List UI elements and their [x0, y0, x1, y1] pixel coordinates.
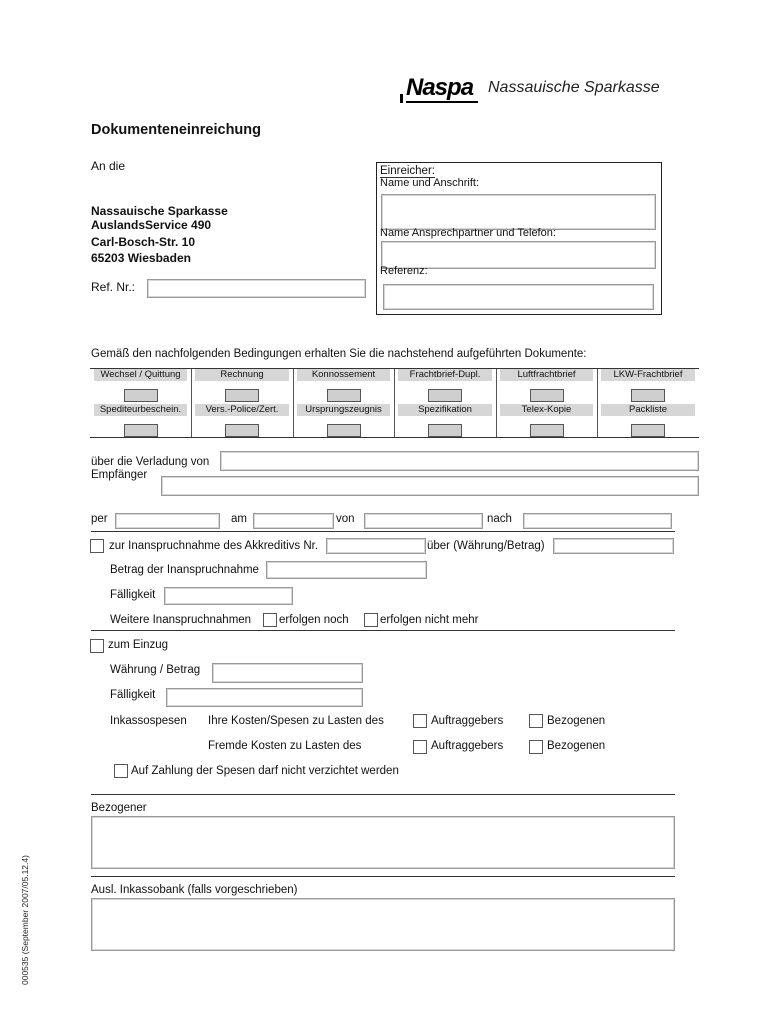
- fremde-bezogenen-checkbox[interactable]: [529, 740, 543, 754]
- doc-label: Wechsel / Quittung: [94, 369, 187, 381]
- von-field[interactable]: [364, 513, 483, 529]
- verzicht-label: Auf Zahlung der Spesen darf nicht verzichtet werden: [131, 765, 399, 777]
- weitere-label: Weitere Inanspruchnahmen: [110, 614, 252, 626]
- page-title: Dokumenteneinreichung: [91, 122, 261, 138]
- nicht-mehr-checkbox[interactable]: [364, 613, 378, 627]
- logo-mark: Naspa: [406, 74, 474, 101]
- verzicht-checkbox[interactable]: [114, 764, 128, 778]
- waehrung-field[interactable]: [212, 663, 363, 683]
- einreicher-name-field[interactable]: [381, 194, 656, 230]
- doc-label: Ursprungszeugnis: [297, 404, 390, 416]
- doc-checkbox[interactable]: [428, 424, 462, 437]
- doc-item-konnossement: [293, 369, 394, 404]
- noch-label: erfolgen noch: [279, 614, 349, 626]
- akkreditiv-faelligkeit-field[interactable]: [164, 587, 293, 605]
- akkreditiv-currency-field[interactable]: [553, 538, 674, 554]
- ref-nr-label: Ref. Nr.:: [91, 280, 136, 294]
- doc-item-packliste: [597, 404, 699, 439]
- doc-label: Luftfrachtbrief: [500, 369, 593, 381]
- doc-label: Spezifikation: [398, 404, 492, 416]
- verladung-label: über die Verladung von: [91, 456, 210, 468]
- doc-item-telex-kopie: [496, 404, 597, 439]
- doc-checkbox[interactable]: [428, 389, 462, 402]
- noch-checkbox[interactable]: [263, 613, 277, 627]
- einzug-checkbox[interactable]: [90, 639, 104, 653]
- logo: [398, 74, 678, 104]
- bezogener-field[interactable]: [91, 816, 675, 869]
- einzug-faelligkeit-label: Fälligkeit: [110, 689, 156, 701]
- doc-item-luftfrachtbrief: [496, 369, 597, 404]
- doc-checkbox[interactable]: [530, 424, 564, 437]
- fremde-kosten-label: Fremde Kosten zu Lasten des: [208, 740, 362, 752]
- einreicher-contact-label: Name Ansprechpartner und Telefon:: [380, 227, 556, 239]
- am-field[interactable]: [253, 513, 334, 529]
- nach-label: nach: [487, 513, 512, 525]
- einreicher-reference-label: Referenz:: [380, 265, 428, 277]
- fremde-bezogenen-label: Bezogenen: [547, 740, 606, 752]
- inkassobank-field[interactable]: [91, 898, 675, 951]
- doc-label: Konnossement: [297, 369, 390, 381]
- divider: [91, 531, 675, 532]
- ihre-auftraggeber-label: Auftraggebers: [431, 715, 504, 727]
- address-to-label: An die: [91, 159, 126, 173]
- divider: [91, 876, 675, 877]
- per-field[interactable]: [115, 513, 220, 529]
- nach-field[interactable]: [523, 513, 672, 529]
- empfaenger-label: Empfänger: [91, 469, 148, 481]
- address-line-1: Nassauische Sparkasse: [91, 204, 228, 218]
- doc-checkbox[interactable]: [631, 389, 665, 402]
- von-label: von: [336, 513, 355, 525]
- einreicher-box: [376, 162, 662, 315]
- fremde-auftraggeber-label: Auftraggebers: [431, 740, 504, 752]
- doc-item-vers-police: [191, 404, 293, 439]
- doc-label: Rechnung: [195, 369, 289, 381]
- divider: [91, 794, 675, 795]
- address-line-3: Carl-Bosch-Str. 10: [91, 235, 196, 249]
- documents-table: [90, 368, 699, 438]
- einzug-label: zum Einzug: [108, 639, 169, 651]
- doc-item-wechsel: [90, 369, 191, 404]
- betrag-label: Betrag der Inanspruchnahme: [110, 564, 259, 576]
- address-line-2: AuslandsService 490: [91, 218, 212, 232]
- betrag-field[interactable]: [266, 561, 427, 579]
- bezogener-label: Bezogener: [91, 802, 147, 814]
- ihre-kosten-label: Ihre Kosten/Spesen zu Lasten des: [208, 715, 384, 727]
- akkreditiv-checkbox[interactable]: [90, 539, 104, 553]
- akkreditiv-label: zur Inanspruchnahme des Akkreditivs Nr.: [109, 540, 319, 552]
- doc-item-spediteurbeschein: [90, 404, 191, 439]
- verladung-field[interactable]: [220, 451, 699, 471]
- doc-item-lkw-frachtbrief: [597, 369, 699, 404]
- doc-label: LKW-Frachtbrief: [601, 369, 695, 381]
- doc-label: Frachtbrief-Dupl.: [398, 369, 492, 381]
- fremde-auftraggeber-checkbox[interactable]: [413, 740, 427, 754]
- empfaenger-field[interactable]: [161, 476, 699, 496]
- akkreditiv-nr-field[interactable]: [326, 538, 426, 554]
- doc-checkbox[interactable]: [225, 389, 259, 402]
- logo-bar-icon: [400, 94, 403, 103]
- doc-item-rechnung: [191, 369, 293, 404]
- logo-name: Nassauische Sparkasse: [488, 79, 660, 96]
- akkreditiv-currency-label: über (Währung/Betrag): [427, 540, 545, 552]
- einreicher-title: Einreicher:: [380, 165, 435, 177]
- doc-label: Vers.-Police/Zert.: [195, 404, 289, 416]
- doc-checkbox[interactable]: [631, 424, 665, 437]
- doc-item-ursprungszeugnis: [293, 404, 394, 439]
- doc-checkbox[interactable]: [327, 389, 361, 402]
- per-label: per: [91, 513, 108, 525]
- einreicher-reference-field[interactable]: [383, 284, 654, 310]
- documents-intro: Gemäß den nachfolgenden Bedingungen erhalten Sie die nachstehend aufgeführten Dokumente:: [91, 348, 587, 360]
- doc-item-spezifikation: [394, 404, 496, 439]
- doc-label: Telex-Kopie: [500, 404, 593, 416]
- einreicher-name-label: Name und Anschrift:: [380, 177, 480, 189]
- form-number-note: 000535 (September 2007/05.12.4): [20, 855, 30, 985]
- inkassobank-label: Ausl. Inkassobank (falls vorgeschrieben): [91, 884, 298, 896]
- inkasso-label: Inkassospesen: [110, 715, 187, 727]
- doc-item-frachtbrief-dupl: [394, 369, 496, 404]
- doc-checkbox[interactable]: [124, 424, 158, 437]
- address-line-4: 65203 Wiesbaden: [91, 251, 191, 265]
- divider: [91, 630, 675, 631]
- doc-checkbox[interactable]: [225, 424, 259, 437]
- ihre-auftraggeber-checkbox[interactable]: [413, 714, 427, 728]
- doc-checkbox[interactable]: [327, 424, 361, 437]
- am-label: am: [231, 513, 247, 525]
- doc-label: Packliste: [601, 404, 695, 416]
- ref-nr-field[interactable]: [147, 279, 366, 298]
- nicht-mehr-label: erfolgen nicht mehr: [380, 614, 479, 626]
- doc-checkbox[interactable]: [124, 389, 158, 402]
- ihre-bezogenen-checkbox[interactable]: [529, 714, 543, 728]
- doc-checkbox[interactable]: [530, 389, 564, 402]
- logo-underline: [406, 101, 478, 103]
- doc-label: Spediteurbeschein.: [94, 404, 187, 416]
- waehrung-label: Währung / Betrag: [110, 664, 201, 676]
- einzug-faelligkeit-field[interactable]: [166, 688, 363, 707]
- akkreditiv-faelligkeit-label: Fälligkeit: [110, 589, 156, 601]
- ihre-bezogenen-label: Bezogenen: [547, 715, 606, 727]
